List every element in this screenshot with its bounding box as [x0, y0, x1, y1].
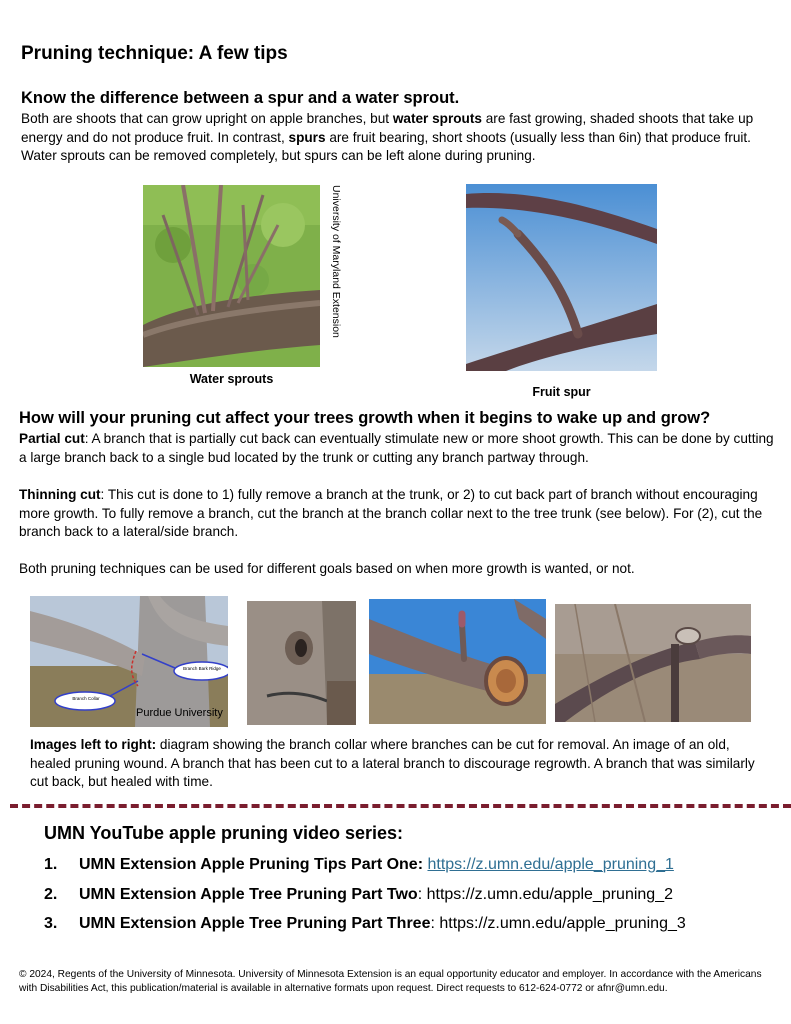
both-techniques-paragraph: Both pruning techniques can be used for different goals based on when more growth is wanted, or not.	[19, 561, 635, 576]
thinning-cut-paragraph: Thinning cut: This cut is done to 1) fully remove a branch at the trunk, or 2) to cut back part of branch without encouraging more growth. To fully remove a branch, cut the branch at the branch collar next to the tree trunk (see below). For (2), cut the branch back to a lateral/side branch.	[19, 487, 763, 539]
video-item-number: 3.	[44, 915, 58, 932]
spur-sprout-paragraph: Both are shoots that can grow upright on apple branches, but water sprouts are fast growing, shaded shoots that take up energy and do not produce fruit. In contrast, spurs are fruit bearing, short shoots (usually less than 6in) that produce fruit. Water sprouts can be removed completely, but spurs can be left alone during pruning.	[21, 111, 754, 163]
video-link-3[interactable]: https://z.umn.edu/apple_pruning_3	[439, 915, 686, 932]
video-item-number: 2.	[44, 886, 58, 903]
video-link-2[interactable]: https://z.umn.edu/apple_pruning_2	[426, 886, 673, 903]
branch-collar-label: Branch Collar	[72, 696, 100, 701]
section-heading-spur-vs-sprout: Know the difference between a spur and a water sprout.	[21, 89, 460, 107]
fruit-spur-photo	[466, 184, 657, 371]
water-sprouts-photo-credit: University of Maryland Extension	[330, 185, 342, 338]
fruit-spur-caption: Fruit spur	[532, 385, 591, 399]
water-sprouts-caption: Water sprouts	[189, 372, 274, 386]
video-item-1	[44, 856, 674, 874]
section-heading-pruning-cut: How will your pruning cut affect your trees growth when it begins to wake up and grow?	[19, 409, 711, 427]
video-item-title: UMN Extension Apple Tree Pruning Part Two	[79, 886, 418, 903]
video-item-title: UMN Extension Apple Pruning Tips Part One:	[79, 856, 424, 873]
video-item-3: 3. UMN Extension Apple Tree Pruning Part Three: https://z.umn.edu/apple_pruning_3	[44, 915, 686, 932]
page-title: Pruning technique: A few tips	[21, 43, 288, 64]
video-series-heading: UMN YouTube apple pruning video series:	[44, 823, 404, 843]
water-sprouts-photo	[143, 185, 320, 367]
video-item-2: 2. UMN Extension Apple Tree Pruning Part Two: https://z.umn.edu/apple_pruning_2	[44, 886, 673, 903]
healed-lateral-cut-photo	[555, 604, 751, 722]
branch-collar-diagram-photo	[30, 596, 228, 727]
images-caption: Images left to right: diagram showing the branch collar where branches can be cut for removal. An image of an old, healed pruning wound. A branch that has been cut to a lateral branch to discourage regrowth. A branch that was similarly cut back, but healed with time.	[30, 737, 755, 789]
partial-cut-paragraph: Partial cut: A branch that is partially cut back can eventually stimulate new or more shoot growth. This can be done by cutting a large branch back to a single bud located by the trunk or cutting any branch partway through.	[19, 431, 774, 465]
healed-wound-photo	[247, 601, 356, 725]
branch-bark-ridge-label: Branch Bark Ridge	[183, 666, 221, 671]
copyright-footer: © 2024, Regents of the University of Minnesota. University of Minnesota Extension is an equal opportunity educator and employer. In accordance with the Americans with Disabilities Act, this publication/material is available in alternative formats upon request. Direct requests to 612-624-0772 or afnr@umn.edu.	[19, 969, 762, 995]
video-item-title: UMN Extension Apple Tree Pruning Part Three	[79, 915, 431, 932]
video-link-1[interactable]: https://z.umn.edu/apple_pruning_1	[427, 856, 674, 873]
diagram-credit: Purdue University	[136, 707, 223, 719]
video-item-number: 1.	[44, 856, 58, 873]
section-divider	[10, 804, 791, 808]
lateral-cut-photo	[369, 599, 546, 724]
